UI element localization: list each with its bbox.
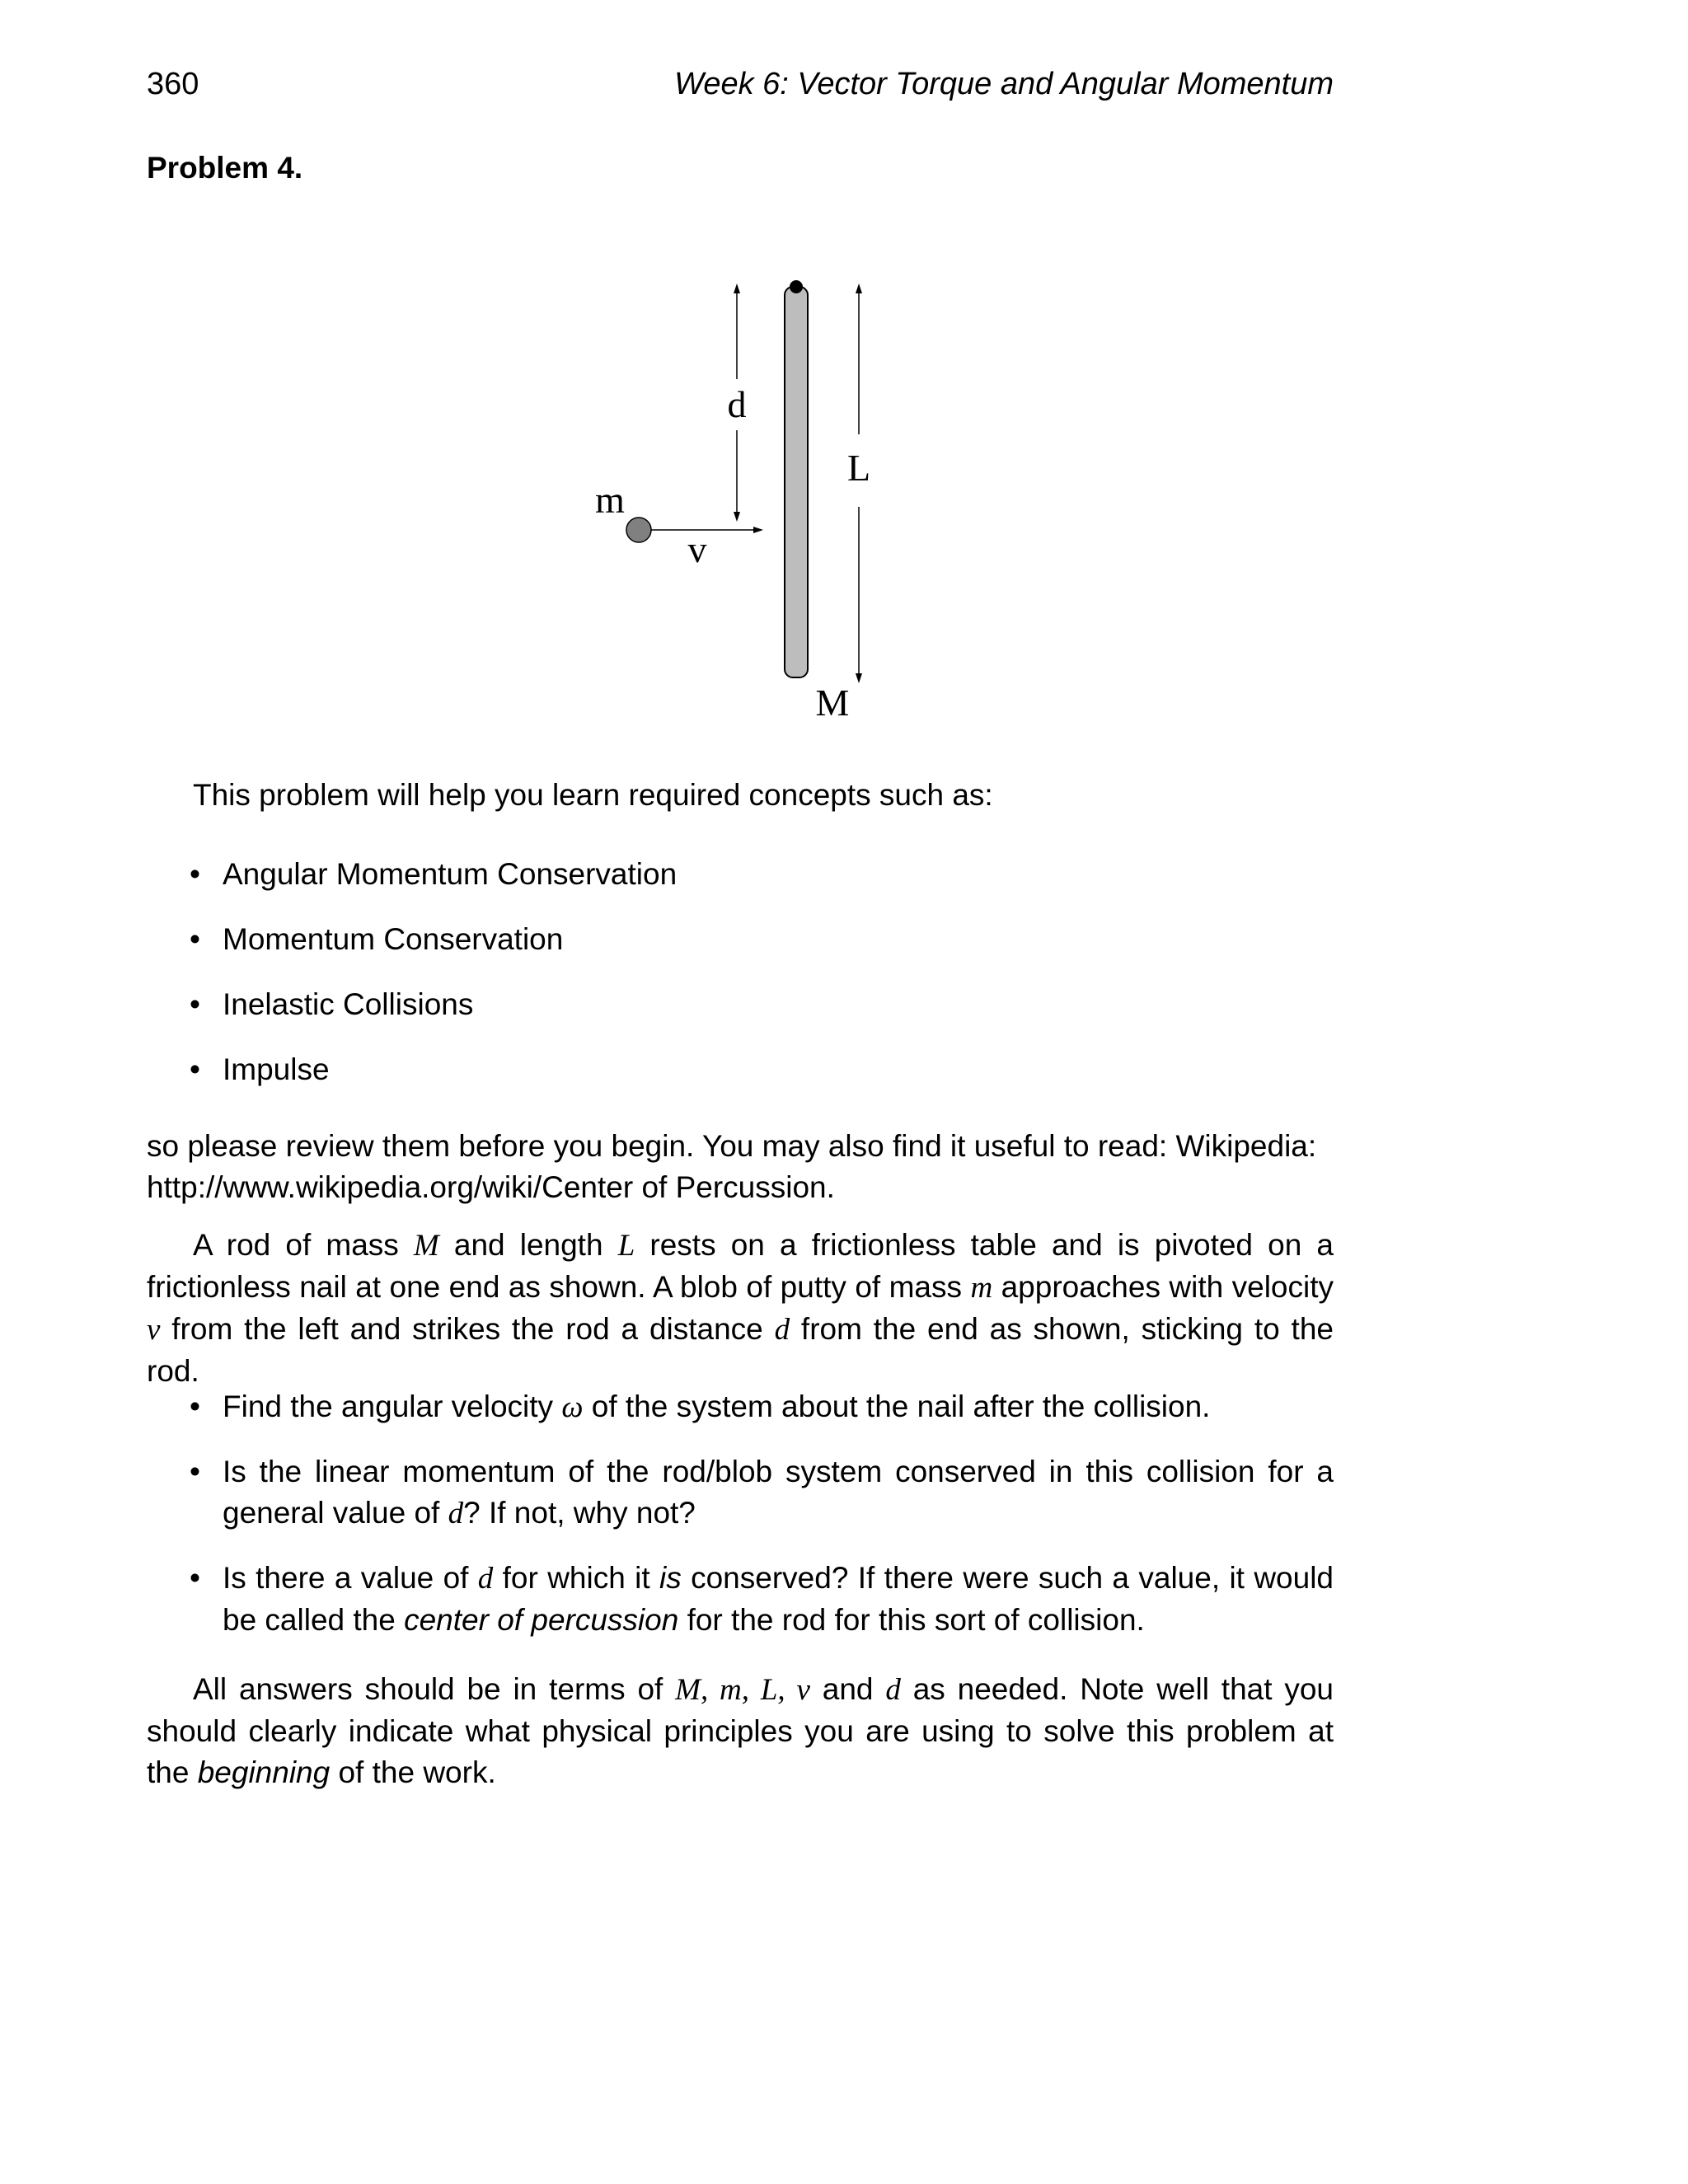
- problem-title: Problem 4.: [147, 151, 303, 185]
- task-item: • Find the angular velocity ω of the system about the nail after the collision.: [190, 1386, 1334, 1428]
- label-d: d: [727, 383, 747, 425]
- wikipedia-link-text: http://www.wikipedia.org/wiki/Center of Percussion.: [147, 1170, 835, 1204]
- rod: [785, 287, 808, 677]
- var-d: d: [477, 1562, 494, 1596]
- concept-item: • Impulse: [190, 1049, 1334, 1090]
- d-arrowhead-up: [734, 284, 740, 293]
- label-M: M: [815, 682, 850, 724]
- var-d: d: [885, 1673, 901, 1707]
- concept-item: • Inelastic Collisions: [190, 984, 1334, 1025]
- label-L: L: [846, 447, 871, 489]
- label-m: m: [595, 479, 625, 521]
- closing-paragraph: All answers should be in terms of M, m, L, v and d as needed. Note well that you should clearly indicate what physical principles you are using to solve this problem at the beginning of the work.: [147, 1672, 1334, 1789]
- intro-text: This problem will help you learn required concepts such as:: [193, 778, 993, 812]
- center-of-percussion-term: center of percussion: [404, 1603, 679, 1637]
- concept-item: • Angular Momentum Conservation: [190, 854, 1334, 895]
- page-number: 360: [147, 67, 199, 101]
- d-arrowhead-down: [734, 512, 740, 522]
- answer-variables: M, m, L, v: [675, 1673, 810, 1707]
- var-m: m: [970, 1271, 993, 1305]
- var-d: d: [448, 1497, 464, 1530]
- L-arrowhead-up: [856, 284, 862, 293]
- review-line-1: so please review them before you begin. You may also find it useful to read: Wikipedia:: [147, 1129, 1317, 1163]
- review-paragraph: [147, 1126, 1334, 1208]
- var-v: v: [147, 1313, 161, 1347]
- var-d: d: [774, 1313, 790, 1347]
- velocity-arrowhead: [753, 527, 763, 533]
- putty-blob: [626, 518, 651, 542]
- concepts-list: [190, 854, 1334, 1114]
- label-v: v: [687, 528, 707, 570]
- running-header: Week 6: Vector Torque and Angular Momentum: [674, 67, 1334, 101]
- var-M: M: [413, 1229, 439, 1263]
- concept-item: • Momentum Conservation: [190, 919, 1334, 960]
- task-item: • Is the linear momentum of the rod/blob system conserved in this collision for a general value of d? If not, why not?: [190, 1451, 1334, 1535]
- var-L: L: [617, 1229, 635, 1263]
- tasks-list: [190, 1386, 1334, 1664]
- rod-collision-diagram: [577, 272, 948, 733]
- var-omega: ω: [561, 1390, 584, 1424]
- L-arrowhead-down: [856, 673, 862, 683]
- problem-description: A rod of mass M and length L rests on a frictionless table and is pivoted on a frictionless nail at one end as shown. A blob of putty of mass m approaches with velocity v from the left and strikes the rod a distance d from the end as shown, sticking to the rod.: [147, 1228, 1334, 1388]
- pivot-nail: [790, 280, 803, 293]
- task-item: • Is there a value of d for which it is conserved? If there were such a value, it would be called the center of percussion for the rod for this sort of collision.: [190, 1558, 1334, 1641]
